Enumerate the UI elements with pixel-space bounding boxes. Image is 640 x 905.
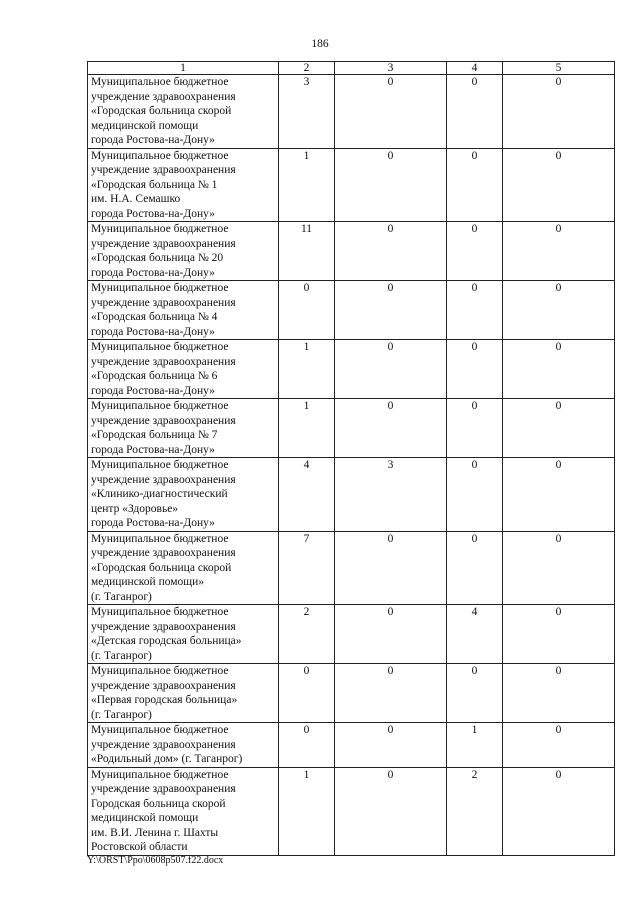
value-cell: 0 [335,723,447,768]
institution-name: Муниципальное бюджетное учреждение здравоохранения «Клинико-диагностический центр «Здоровье» города Ростова-на-Дону» [88,458,279,532]
table-row [88,531,615,605]
institution-name: Муниципальное бюджетное учреждение здравоохранения «Городская больница № 20 города Ростова-на-Дону» [88,222,279,281]
institution-name: Муниципальное бюджетное учреждение здравоохранения «Городская больница скорой медицинской помощи города Ростова-на-Дону» [88,75,279,149]
value-cell: 0 [279,281,335,340]
value-cell: 0 [447,75,503,149]
value-cell: 0 [503,281,615,340]
institution-name: Муниципальное бюджетное учреждение здравоохранения «Родильный дом» (г. Таганрог) [88,723,279,768]
institution-name: Муниципальное бюджетное учреждение здравоохранения «Городская больница скорой медицинской помощи» (г. Таганрог) [88,531,279,605]
table-row [88,399,615,458]
value-cell: 0 [335,75,447,149]
value-cell: 0 [447,399,503,458]
value-cell: 0 [503,531,615,605]
table-row [88,664,615,723]
column-header: 4 [447,62,503,75]
value-cell: 2 [447,767,503,855]
table-row [88,767,615,855]
value-cell: 0 [503,75,615,149]
value-cell: 0 [447,148,503,222]
value-cell: 1 [279,148,335,222]
value-cell: 0 [447,458,503,532]
value-cell: 0 [447,531,503,605]
value-cell: 0 [503,148,615,222]
value-cell: 0 [335,281,447,340]
value-cell: 1 [279,399,335,458]
value-cell: 0 [335,399,447,458]
table-row [88,340,615,399]
table-row [88,75,615,149]
value-cell: 0 [335,605,447,664]
value-cell: 0 [503,399,615,458]
value-cell: 0 [335,148,447,222]
value-cell: 0 [503,458,615,532]
value-cell: 1 [279,340,335,399]
value-cell: 0 [447,664,503,723]
value-cell: 7 [279,531,335,605]
institution-name: Муниципальное бюджетное учреждение здравоохранения Городская больница скорой медицинской помощи им. В.И. Ленина г. Шахты Ростовской области [88,767,279,855]
value-cell: 0 [335,340,447,399]
value-cell: 11 [279,222,335,281]
value-cell: 4 [279,458,335,532]
institution-name: Муниципальное бюджетное учреждение здравоохранения «Городская больница № 6 города Ростова-на-Дону» [88,340,279,399]
institution-name: Муниципальное бюджетное учреждение здравоохранения «Городская больница № 4 города Ростова-на-Дону» [88,281,279,340]
column-header: 2 [279,62,335,75]
value-cell: 0 [503,222,615,281]
value-cell: 0 [447,340,503,399]
table-row [88,281,615,340]
page-number: 186 [311,38,329,50]
value-cell: 1 [279,767,335,855]
institution-name: Муниципальное бюджетное учреждение здравоохранения «Детская городская больница» (г. Таганрог) [88,605,279,664]
value-cell: 0 [503,664,615,723]
value-cell: 0 [447,222,503,281]
table-header-row [88,62,615,75]
value-cell: 0 [335,664,447,723]
value-cell: 3 [279,75,335,149]
column-header: 5 [503,62,615,75]
value-cell: 3 [335,458,447,532]
table-row [88,148,615,222]
value-cell: 4 [447,605,503,664]
value-cell: 0 [503,767,615,855]
institution-name: Муниципальное бюджетное учреждение здравоохранения «Первая городская больница» (г. Таганрог) [88,664,279,723]
value-cell: 1 [447,723,503,768]
table-row [88,605,615,664]
institution-name: Муниципальное бюджетное учреждение здравоохранения «Городская больница № 7 города Ростова-на-Дону» [88,399,279,458]
value-cell: 0 [503,723,615,768]
value-cell: 0 [447,281,503,340]
column-header: 1 [88,62,279,75]
value-cell: 0 [503,605,615,664]
institution-name: Муниципальное бюджетное учреждение здравоохранения «Городская больница № 1 им. Н.А. Семашко города Ростова-на-Дону» [88,148,279,222]
column-header: 3 [335,62,447,75]
value-cell: 0 [335,222,447,281]
value-cell: 2 [279,605,335,664]
data-table [87,61,615,856]
table-row [88,222,615,281]
value-cell: 0 [279,723,335,768]
value-cell: 0 [335,531,447,605]
value-cell: 0 [335,767,447,855]
footer-file-path: Y:\ORST\Ppo\0608p507.f22.docx [87,855,224,866]
table-row [88,458,615,532]
value-cell: 0 [279,664,335,723]
value-cell: 0 [503,340,615,399]
table-row [88,723,615,768]
